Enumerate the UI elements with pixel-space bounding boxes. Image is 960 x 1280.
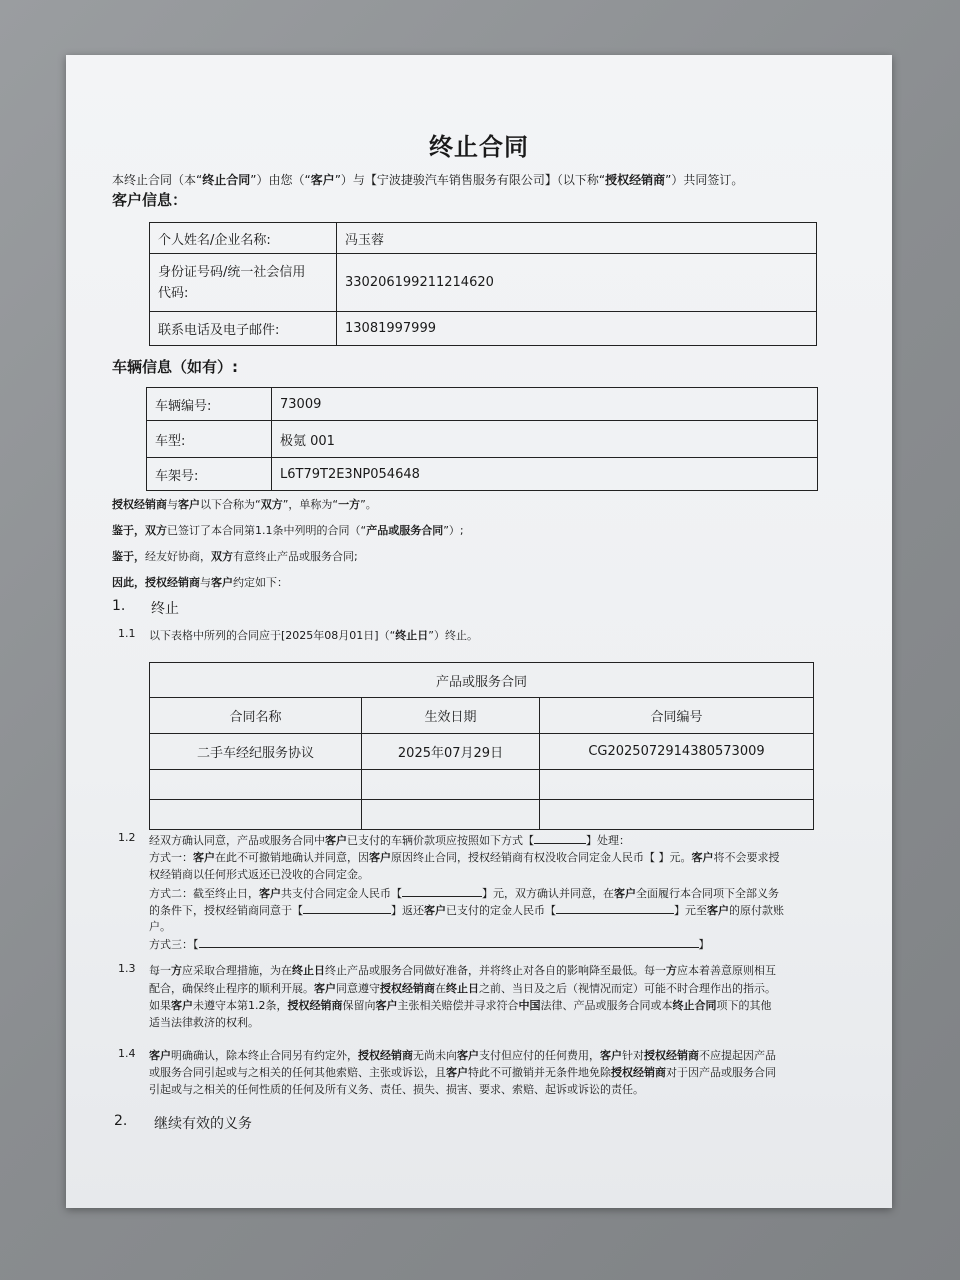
clause-1-3-number: 1.3 <box>118 962 136 975</box>
contract-number-cell <box>540 770 814 800</box>
contract-name-cell: 二手车经纪服务协议 <box>150 734 362 770</box>
customer-info-table <box>149 222 817 346</box>
customer-name-value: 冯玉蓉 <box>337 223 817 254</box>
section-2-number: 2. <box>114 1113 128 1129</box>
clause-1-1-number: 1.1 <box>118 627 136 640</box>
customer-contact-value: 13081997999 <box>337 312 817 346</box>
vehicle-vin-label: 车架号: <box>147 458 272 491</box>
customer-id-value: 330206199211214620 <box>337 254 817 312</box>
customer-name-label: 个人姓名/企业名称: <box>150 223 337 254</box>
contract-table-header-row <box>150 698 814 734</box>
other-method-blank[interactable] <box>199 935 699 948</box>
recital-therefore: 因此，授权经销商与客户约定如下： <box>112 576 288 589</box>
header-effective-date: 生效日期 <box>362 698 540 734</box>
clause-1-3-line1: 每一方应采取合理措施，为在终止日终止产品或服务合同做好准备，并将终止对各自的影响降至最低。每一方应本着善意原则相互 <box>149 964 776 977</box>
vehicle-vin-value: L6T79T2E3NP054648 <box>272 458 818 491</box>
contract-name-cell <box>150 800 362 830</box>
table-row <box>150 800 814 830</box>
customer-name-row <box>150 223 817 254</box>
clause-1-4-line3: 引起或与之相关的任何性质的任何及所有义务、责任、损失、损害、要求、索赔、起诉或诉讼的责任。 <box>149 1083 644 1096</box>
clause-1-3-line3: 如果客户未遵守本第1.2条，授权经销商保留向客户主张相关赔偿并寻求符合中国法律、产品或服务合同或本终止合同项下的其他 <box>149 999 772 1012</box>
clause-1-2-number: 1.2 <box>118 831 136 844</box>
clause-1-2-option2-line1: 方式二：截至终止日，客户共支付合同定金人民币【 】元，双方确认并同意，在客户全面履行本合同项下全部义务 <box>149 884 779 902</box>
clause-1-2-option2-line3: 户。 <box>149 920 171 933</box>
vehicle-info-heading: 车辆信息（如有）: <box>112 358 238 376</box>
vehicle-info-table <box>146 387 818 491</box>
vehicle-number-label: 车辆编号: <box>147 388 272 421</box>
clause-1-3-line2: 配合，确保终止程序的顺利开展。客户同意遵守授权经销商在终止日之前、当日及之后（视情况而定）可能不时合理作出的指示。 <box>149 982 776 995</box>
vehicle-number-value: 73009 <box>272 388 818 421</box>
recital-whereas-2: 鉴于，经友好协商，双方有意终止产品或服务合同; <box>112 550 358 563</box>
document-page <box>66 55 892 1208</box>
clause-1-2-option1-line2: 权经销商以任何形式返还已没收的合同定金。 <box>149 868 369 881</box>
vehicle-model-label: 车型: <box>147 421 272 458</box>
refund-date-blank[interactable] <box>303 901 391 914</box>
section-1-title: 终止 <box>151 601 179 617</box>
header-contract-number: 合同编号 <box>540 698 814 734</box>
contract-table <box>149 662 814 830</box>
customer-contact-row <box>150 312 817 346</box>
contract-table-caption-row <box>150 663 814 698</box>
effective-date-cell <box>362 770 540 800</box>
customer-info-heading: 客户信息： <box>112 191 188 209</box>
refund-amount-blank[interactable] <box>556 901 674 914</box>
customer-id-row <box>150 254 817 312</box>
document-title: 终止合同 <box>429 133 529 161</box>
clause-1-2-option3: 方式三：【 】 <box>149 935 710 953</box>
section-2-title: 继续有效的义务 <box>154 1116 252 1132</box>
table-row <box>150 734 814 770</box>
vehicle-number-row <box>147 388 818 421</box>
recital-parties: 授权经销商与客户以下合称为“双方”，单称为“一方”。 <box>112 498 377 511</box>
contract-number-cell <box>540 800 814 830</box>
clause-1-4-line1: 客户明确确认，除本终止合同另有约定外，授权经销商无尚未向客户支付但应付的任何费用，客户针对授权经销商不应提起因产品 <box>149 1049 776 1062</box>
vehicle-model-value: 极氪 001 <box>272 421 818 458</box>
vehicle-vin-row <box>147 458 818 491</box>
contract-table-caption: 产品或服务合同 <box>150 663 814 698</box>
clause-1-3-line4: 适当法律救济的权利。 <box>149 1016 259 1029</box>
table-row <box>150 770 814 800</box>
contract-name-cell <box>150 770 362 800</box>
clause-1-1-text: 以下表格中所列的合同应于[2025年08月01日]（“终止日”）终止。 <box>149 629 478 642</box>
deposit-amount-blank[interactable] <box>402 884 482 897</box>
clause-1-4-line2: 或服务合同引起或与之相关的任何其他索赔、主张或诉讼，且客户特此不可撤销并无条件地免除授权经销商对于因产品或服务合同 <box>149 1066 776 1079</box>
customer-id-label: 身份证号码/统一社会信用 代码: <box>150 254 337 312</box>
section-1-number: 1. <box>112 598 126 614</box>
customer-contact-label: 联系电话及电子邮件: <box>150 312 337 346</box>
clause-1-2-option1-line1: 方式一：客户在此不可撤销地确认并同意，因客户原因终止合同，授权经销商有权没收合同定金人民币【 】元。客户将不会要求授 <box>149 851 780 864</box>
clause-1-2-line1: 经双方确认同意，产品或服务合同中客户已支付的车辆价款项应按照如下方式【 】处理： <box>149 831 630 849</box>
effective-date-cell <box>362 800 540 830</box>
vehicle-model-row <box>147 421 818 458</box>
clause-1-2-option2-line2: 的条件下，授权经销商同意于【 】返还客户已支付的定金人民币【 】元至客户的原付款账 <box>149 901 784 919</box>
method-choice-blank[interactable] <box>534 831 586 844</box>
recital-whereas-1: 鉴于，双方已签订了本合同第1.1条中列明的合同（“产品或服务合同”）; <box>112 524 464 537</box>
header-contract-name: 合同名称 <box>150 698 362 734</box>
intro-paragraph: 本终止合同（本“终止合同”）由您（“客户”）与【宁波捷骏汽车销售服务有限公司】（以下称“授权经销商”）共同签订。 <box>112 173 744 187</box>
effective-date-cell: 2025年07月29日 <box>362 734 540 770</box>
clause-1-4-number: 1.4 <box>118 1047 136 1060</box>
contract-number-cell: CG2025072914380573009 <box>540 734 814 770</box>
